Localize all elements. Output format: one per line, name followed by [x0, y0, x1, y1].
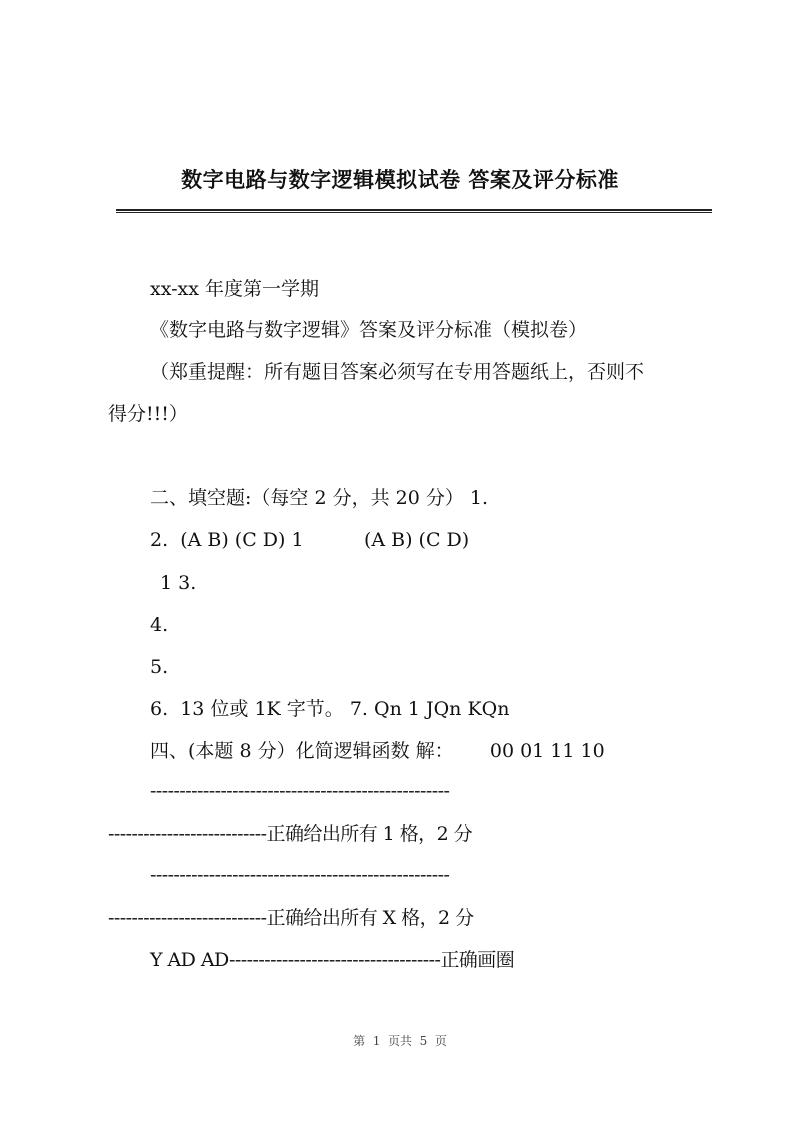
reminder-line-continued: 得分!!!） — [108, 403, 188, 425]
title-underline — [116, 209, 712, 213]
answer-line-4: 4. — [150, 614, 169, 636]
page-footer: 第 1 页共 5 页 — [353, 1034, 447, 1048]
section-four-heading: 四、(本题 8 分）化简逻辑函数 解： 00 01 11 10 — [150, 740, 605, 762]
school-year-line: xx-xx 年度第一学期 — [150, 278, 319, 300]
answer-line-3: 1 3. — [160, 572, 197, 594]
document-title: 数字电路与数字逻辑模拟试卷 答案及评分标准 — [181, 168, 619, 192]
scoring-line-3: Y AD AD------------------------------------正确画圈 — [150, 949, 515, 971]
answer-line-2: 2. (A B) (C D) 1 (A B) (C D) — [150, 529, 470, 551]
dash-line-1: --------------------------------------------------- — [150, 780, 450, 802]
scoring-line-2: ---------------------------正确给出所有 X 格，2 分 — [108, 907, 474, 929]
exam-name-line: 《数字电路与数字逻辑》答案及评分标准（模拟卷） — [150, 319, 588, 341]
reminder-line: （郑重提醒：所有题目答案必须写在专用答题纸上，否则不 — [150, 361, 645, 383]
answer-line-5: 5. — [150, 656, 169, 678]
section-two-heading: 二、填空题:（每空 2 分，共 20 分） 1. — [150, 487, 488, 509]
scoring-line-1: ---------------------------正确给出所有 1 格，2 分 — [108, 823, 473, 845]
dash-line-2: --------------------------------------------------- — [150, 864, 450, 886]
answer-line-6-7: 6. 13 位或 1K 字节。 7. Qn 1 JQn KQn — [150, 698, 510, 720]
